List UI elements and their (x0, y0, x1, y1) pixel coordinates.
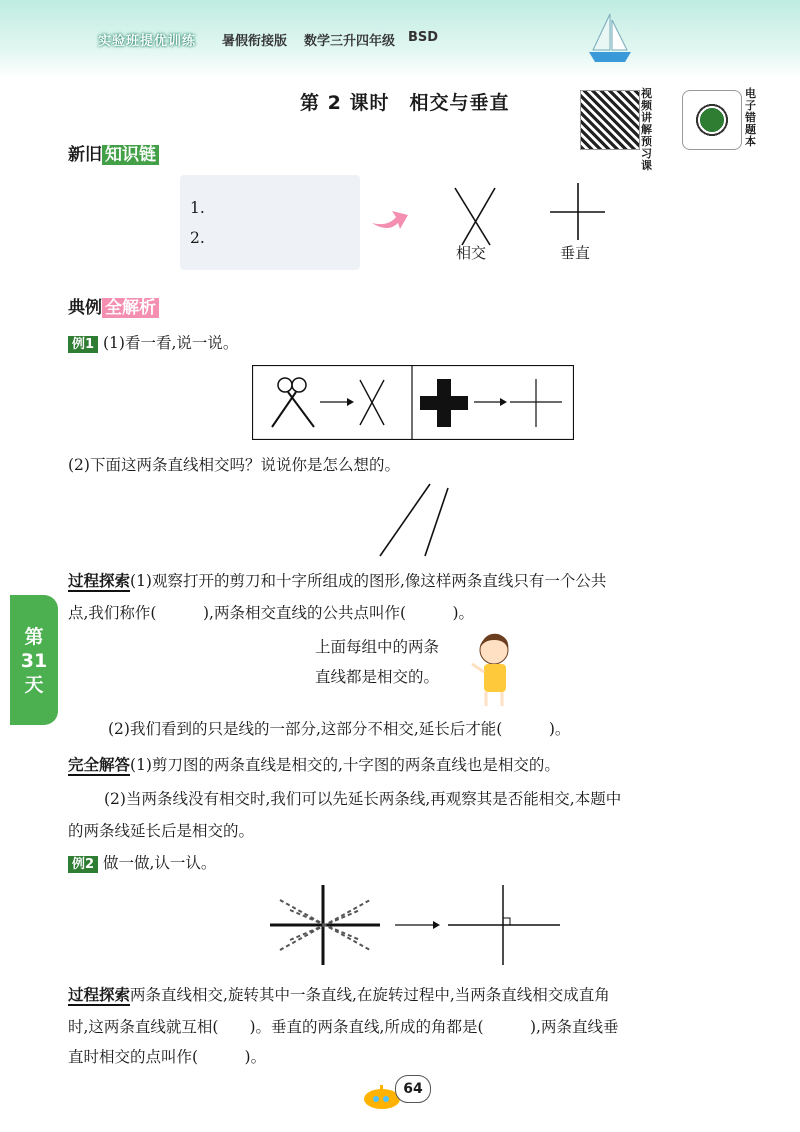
explore2-line3: 直时相交的点叫作( )。 (68, 1048, 267, 1066)
example1-q1-text: (1)看一看,说一说。 (102, 334, 239, 352)
explore2-text1: 两条直线相交,旋转其中一条直线,在旋转过程中,当两条直线相交成直角 (130, 986, 610, 1004)
example2-q-text: 做一做,认一认。 (102, 854, 217, 872)
subject-label: 数学三升四年级 (304, 34, 396, 49)
caption-perpendicular: 垂直 (560, 244, 591, 262)
example1-tag: 例1 (68, 336, 98, 353)
edition-label: 暑假衔接版 (222, 34, 288, 49)
pink-arrow-icon (370, 205, 410, 235)
error-book-label: 电子错题本 (745, 87, 756, 148)
page-title: 第 2 课时 相交与垂直 (300, 92, 510, 114)
section-examples-heading (68, 293, 159, 318)
example1-question1 (68, 330, 238, 358)
caption-intersect: 相交 (456, 244, 487, 262)
side-tab-line2: 31 (20, 650, 48, 672)
sailboat-icon (585, 12, 635, 67)
girl-cartoon-icon (470, 628, 525, 708)
intersect-line-a (455, 188, 490, 245)
knowledge-item-2: 2. (190, 229, 205, 247)
code-label: BSD (408, 30, 439, 45)
answer1-line3: 的两条线延长后是相交的。 (68, 822, 255, 840)
explore2-line2: 时,这两条直线就互相( )。垂直的两条直线,所成的角都是( ),两条直线垂 (68, 1018, 619, 1036)
answer1-label: 完全解答 (68, 756, 131, 774)
example2-question (68, 850, 216, 878)
section-head-a: 新旧 (68, 145, 102, 165)
rotation-figure (265, 880, 565, 970)
page-number: 64 (395, 1075, 431, 1103)
error-book-qr-code[interactable] (682, 90, 742, 150)
explore2-label: 过程探索 (68, 986, 131, 1004)
explore1-label: 过程探索 (68, 572, 131, 590)
bubble-line1: 上面每组中的两条 (315, 638, 440, 656)
video-qr-label: 视频讲解预习课 (641, 87, 652, 172)
side-tab-line1: 第 (24, 626, 44, 648)
answer1-text1: (1)剪刀图的两条直线是相交的,十字图的两条直线也是相交的。 (130, 756, 560, 774)
explore1-line3: (2)我们看到的只是线的一部分,这部分不相交,延长后才能( )。 (108, 720, 571, 738)
two-lines-figure (370, 480, 460, 560)
explore1-text1: (1)观察打开的剪刀和十字所组成的图形,像这样两条直线只有一个公共 (130, 572, 607, 590)
section2-head-a: 典例 (68, 298, 102, 318)
series-title: 实验班提优训练 (98, 34, 197, 49)
day-side-tab (10, 595, 58, 725)
section-head-b: 知识链 (102, 145, 159, 165)
answer1-line2: (2)当两条线没有相交时,我们可以先延长两条线,再观察其是否能相交,本题中 (104, 790, 622, 808)
intersect-line-b (462, 188, 495, 245)
bubble-line2: 直线都是相交的。 (315, 668, 440, 686)
explore1-line1 (68, 568, 606, 594)
knowledge-item-1: 1. (190, 199, 205, 217)
side-tab-line3: 天 (24, 674, 44, 696)
example1-figure-box (252, 365, 574, 440)
section2-head-b: 全解析 (102, 298, 159, 318)
example1-question2: (2)下面这两条直线相交吗？说说你是怎么想的。 (68, 456, 400, 474)
knowledge-box (180, 175, 360, 270)
explore2-line1 (68, 982, 610, 1008)
section-knowledge-chain-heading (68, 140, 159, 165)
answer1-line1 (68, 752, 560, 778)
explore1-line2: 点,我们称作( ),两条相交直线的公共点叫作( )。 (68, 604, 475, 622)
example2-tag: 例2 (68, 856, 98, 873)
video-qr-code[interactable] (580, 90, 640, 150)
knowledge-figures (440, 180, 620, 250)
